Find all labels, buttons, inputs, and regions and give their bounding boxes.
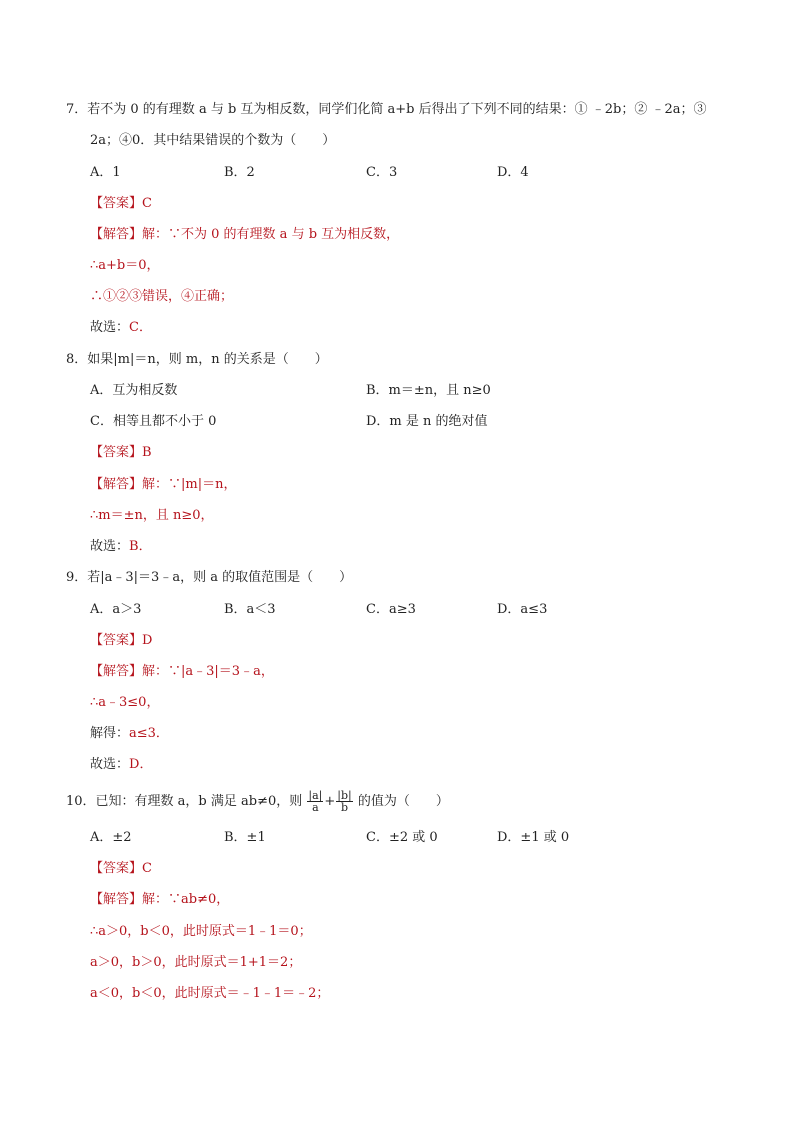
- q7-choose: [90, 318, 152, 338]
- choose-value: B．: [129, 539, 152, 554]
- q10-option-d: D．±1 或 0: [497, 830, 570, 845]
- answer-label: 【答案】: [90, 861, 143, 876]
- q9-option-a: A．a＞3: [90, 602, 142, 617]
- q9-stem: 9．若|a﹣3|＝3﹣a，则 a 的取值范围是（ ）: [66, 570, 353, 585]
- q7-option-d: D．4: [497, 165, 529, 180]
- explain-text: ∵|m|＝n，: [168, 477, 237, 492]
- answer-label: 【答案】: [90, 633, 143, 648]
- frac-denominator: a: [312, 801, 319, 814]
- answer-value: C: [142, 196, 152, 211]
- q10-answer: [90, 859, 152, 879]
- q10-explain-line2: ∴a＞0，b＜0，此时原式＝1﹣1＝0；: [90, 924, 312, 939]
- answer-value: D: [142, 633, 153, 648]
- explain-text: ∵|a﹣3|＝3﹣a，: [168, 664, 274, 679]
- q8-answer: [90, 443, 152, 463]
- q7-explain-line1: [90, 225, 399, 245]
- q9-option-b: B．a＜3: [224, 602, 276, 617]
- answer-value: B: [142, 445, 152, 460]
- explain-label: 【解答】解：: [90, 477, 169, 492]
- q9-option-d: D．a≤3: [497, 602, 548, 617]
- fraction-abs-b-over-b: [336, 790, 352, 813]
- frac-numerator: |b|: [337, 789, 352, 802]
- q9-choose: [90, 755, 152, 775]
- q10-stem-post: 的值为（ ）: [357, 794, 449, 809]
- q9-answer: [90, 631, 152, 651]
- q8-explain-line2: ∴m＝±n，且 n≥0，: [90, 508, 214, 523]
- answer-value: C: [142, 861, 152, 876]
- q9-option-c: C．a≥3: [366, 602, 416, 617]
- q7-stem-line2: 2a；④0．其中结果错误的个数为（ ）: [90, 133, 336, 148]
- q7-stem-line1: 7．若不为 0 的有理数 a 与 b 互为相反数，同学们化简 a+b 后得出了下列不同的结果：① ﹣2b；② ﹣2a；③: [66, 102, 707, 117]
- choose-value: C．: [129, 320, 152, 335]
- q10-option-c: C．±2 或 0: [366, 830, 438, 845]
- q9-explain-line2: ∴a﹣3≤0，: [90, 695, 160, 710]
- q8-explain-line1: [90, 475, 236, 495]
- q10-option-b: B．±1: [224, 830, 266, 845]
- choose-value: D．: [129, 757, 153, 772]
- q8-stem: 8．如果|m|＝n，则 m，n 的关系是（ ）: [66, 352, 328, 367]
- q10-explain-line3: a＞0，b＞0，此时原式＝1+1＝2；: [90, 955, 302, 970]
- frac-numerator: |a|: [308, 789, 323, 802]
- explain-label: 【解答】解：: [90, 227, 169, 242]
- explain-text: ∵不为 0 的有理数 a 与 b 互为相反数，: [168, 227, 400, 242]
- q7-option-b: B．2: [224, 165, 255, 180]
- q8-choose: [90, 537, 152, 557]
- choose-label: 故选：: [90, 539, 130, 554]
- q10-stem: [66, 790, 449, 814]
- q8-option-b: B．m＝±n，且 n≥0: [366, 383, 491, 398]
- q7-option-c: C．3: [366, 165, 398, 180]
- fraction-abs-a-over-a: [307, 790, 323, 813]
- q7-explain-line2: ∴a+b＝0，: [90, 258, 160, 273]
- explain-label: 【解答】解：: [90, 892, 169, 907]
- q7-explain-line3: ∴①②③错误，④正确；: [90, 289, 234, 304]
- q9-solve: [90, 724, 169, 744]
- explain-text: ∵ab≠0，: [168, 892, 230, 907]
- frac-denominator: b: [340, 801, 349, 814]
- choose-label: 故选：: [90, 320, 130, 335]
- answer-label: 【答案】: [90, 445, 143, 460]
- q8-option-d: D．m 是 n 的绝对值: [366, 414, 488, 429]
- solve-label: 解得：: [90, 726, 130, 741]
- q10-stem-pre: 10．已知：有理数 a，b 满足 ab≠0，则: [66, 794, 303, 809]
- q10-explain-line1: [90, 890, 229, 910]
- q7-answer: [90, 194, 152, 214]
- plus-sign: +: [324, 794, 336, 809]
- explain-label: 【解答】解：: [90, 664, 169, 679]
- q8-option-a: A．互为相反数: [90, 383, 178, 398]
- q10-option-a: A．±2: [90, 830, 132, 845]
- q10-explain-line4: a＜0，b＜0，此时原式＝﹣1﹣1＝﹣2；: [90, 986, 330, 1001]
- choose-label: 故选：: [90, 757, 130, 772]
- solve-value: a≤3．: [129, 726, 169, 741]
- q9-explain-line1: [90, 662, 274, 682]
- answer-label: 【答案】: [90, 196, 143, 211]
- q7-option-a: A．1: [90, 165, 121, 180]
- q8-option-c: C．相等且都不小于 0: [90, 414, 217, 429]
